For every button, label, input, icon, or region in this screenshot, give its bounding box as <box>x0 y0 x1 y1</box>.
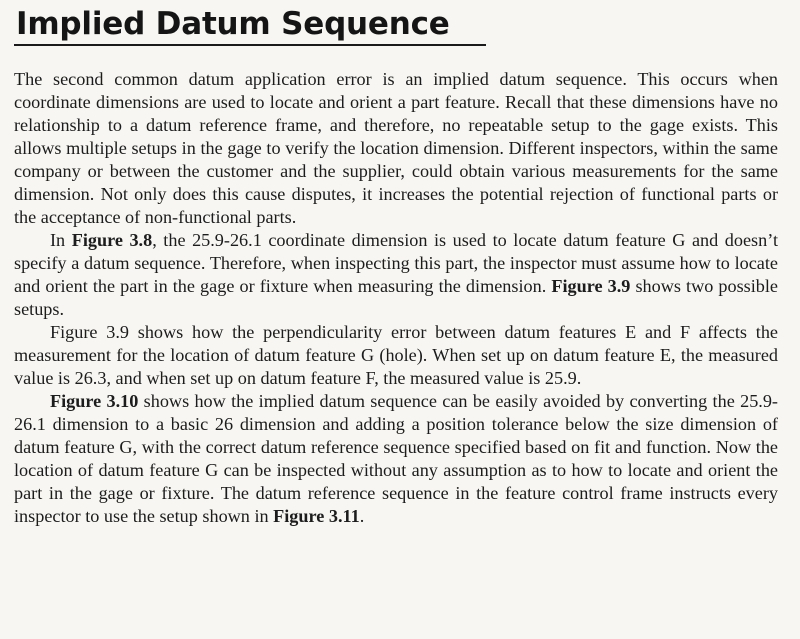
paragraph-3 <box>14 321 778 390</box>
figure-reference: Figure 3.11 <box>273 506 360 526</box>
figure-reference: Figure 3.9 <box>551 276 631 296</box>
paragraph-text: shows how the implied datum sequence can be easily avoided by converting the 25.9-26.1 dimension to a basic 26 dimension and adding a position tolerance below the size dimension of datum feature G, with the correct datum reference sequence specified based on fit and function. Now the location of datum feature G can be inspected without any assumption as to how to locate and orient the part in the gage or fixture. The datum reference sequence in the feature control frame instructs every inspector to use the setup shown in <box>14 391 778 526</box>
paragraph-4 <box>14 390 778 528</box>
heading-underline <box>14 44 486 46</box>
figure-reference: Figure 3.8 <box>71 230 153 250</box>
paragraph-2 <box>14 229 778 321</box>
paragraph-text: The second common datum application error is an implied datum sequence. This occurs when coordinate dimensions are used to locate and orient a part feature. Recall that these dimensions have no relationship to a datum reference frame, and therefore, no repeatable setup to the gage exists. This allows multiple setups in the gage to verify the location dimension. Different inspectors, within the same company or between the customer and the supplier, could obtain various measurements for the same dimension. Not only does this cause disputes, it increases the potential rejection of functional parts or the acceptance of non-functional parts. <box>14 69 778 227</box>
section-heading: Implied Datum Sequence <box>16 6 450 42</box>
paragraph-text: In <box>50 230 72 250</box>
figure-reference: Figure 3.10 <box>50 391 139 411</box>
paragraph-text: Figure 3.9 shows how the perpendicularity error between datum features E and F affects the measurement for the location of datum feature G (hole). When set up on datum feature E, the measured value is 26.3, and when set up on datum feature F, the measured value is 25.9. <box>14 322 778 388</box>
body-text <box>14 68 778 528</box>
paragraph-text: . <box>359 506 365 526</box>
paragraph-text: shows two possible setups. <box>14 276 778 319</box>
paragraph-1 <box>14 68 778 229</box>
paragraph-text: , the 25.9-26.1 coordinate dimension is used to locate datum feature G and doesn’t specify a datum sequence. Therefore, when inspecting this part, the inspector must assume how to locate and orient the part in the gage or fixture when measuring the dimension. <box>14 230 778 296</box>
